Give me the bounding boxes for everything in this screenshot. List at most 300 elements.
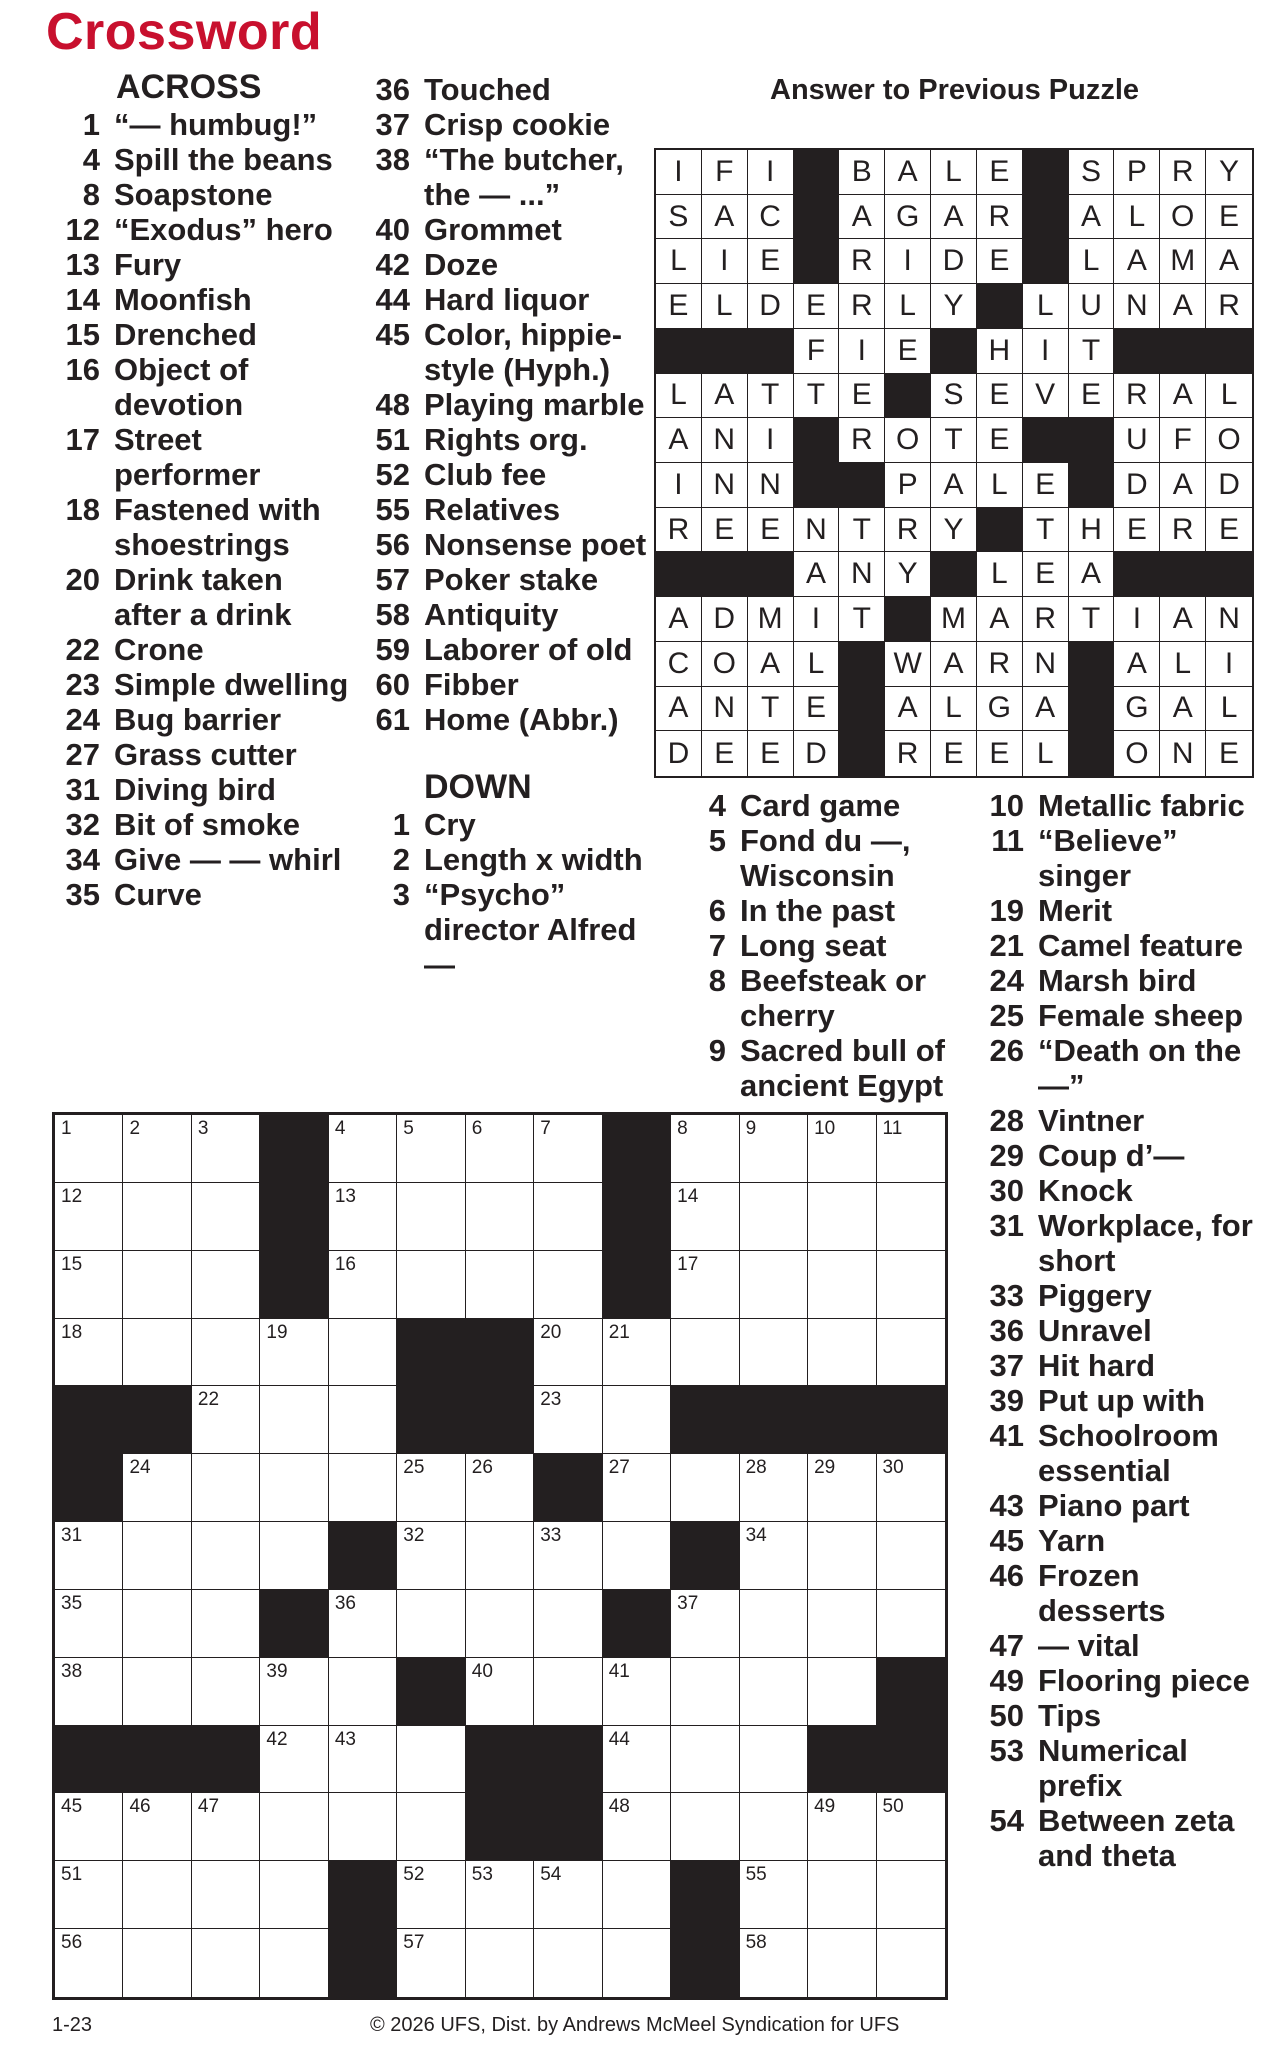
cell-number: 1	[61, 1118, 72, 1139]
answer-letter: N	[702, 687, 748, 732]
answer-letter: A	[931, 195, 977, 240]
clue-number: 49	[989, 1663, 1024, 1698]
clue-text: “Believe” singer	[1038, 823, 1178, 893]
puzzle-cell[interactable]	[397, 1522, 465, 1590]
puzzle-cell[interactable]	[260, 1929, 328, 1997]
puzzle-cell[interactable]	[123, 1929, 191, 1997]
clue	[50, 317, 350, 352]
puzzle-cell[interactable]	[397, 1793, 465, 1861]
clue	[976, 823, 1266, 893]
clue-text: Length x width	[424, 842, 643, 877]
puzzle-cell[interactable]	[808, 1251, 876, 1319]
puzzle-cell[interactable]	[260, 1726, 328, 1794]
puzzle-cell[interactable]	[877, 1183, 945, 1251]
puzzle-cell[interactable]	[603, 1522, 671, 1590]
puzzle-cell[interactable]	[466, 1658, 534, 1726]
answer-letter: L	[1114, 195, 1160, 240]
answer-letter: L	[931, 687, 977, 732]
puzzle-black-square	[877, 1658, 945, 1726]
puzzle-cell[interactable]	[877, 1590, 945, 1658]
puzzle-cell[interactable]	[329, 1115, 397, 1183]
answer-letter: A	[1114, 642, 1160, 687]
answer-black-square	[656, 329, 702, 374]
puzzle-cell[interactable]	[192, 1929, 260, 1997]
clue-text: Card game	[740, 788, 901, 823]
clue-number: 56	[375, 527, 410, 562]
puzzle-cell[interactable]	[397, 1115, 465, 1183]
clue-number: 11	[991, 823, 1024, 858]
puzzle-black-square	[466, 1726, 534, 1794]
answer-letter: A	[1160, 463, 1206, 508]
puzzle-cell[interactable]	[740, 1793, 808, 1861]
clue-number: 38	[375, 142, 410, 177]
puzzle-cell[interactable]	[808, 1319, 876, 1387]
cell-number: 54	[540, 1864, 562, 1886]
puzzle-cell[interactable]	[192, 1319, 260, 1387]
puzzle-cell[interactable]	[192, 1251, 260, 1319]
puzzle-cell[interactable]	[55, 1319, 123, 1387]
clue-number: 41	[989, 1418, 1024, 1453]
puzzle-cell[interactable]	[55, 1251, 123, 1319]
puzzle-black-square	[397, 1658, 465, 1726]
clue	[976, 928, 1266, 963]
puzzle-cell[interactable]	[123, 1454, 191, 1522]
clue-text: “The butcher, the — ...”	[424, 142, 624, 212]
puzzle-cell[interactable]	[329, 1590, 397, 1658]
puzzle-black-square	[808, 1386, 876, 1454]
answer-letter: Y	[931, 508, 977, 553]
clue-number: 34	[65, 842, 100, 877]
answer-letter: A	[885, 687, 931, 732]
clue	[976, 788, 1266, 823]
clue-number: 10	[989, 788, 1024, 823]
puzzle-cell[interactable]	[877, 1251, 945, 1319]
answer-title: Answer to Previous Puzzle	[770, 74, 1140, 106]
puzzle-cell[interactable]	[329, 1386, 397, 1454]
puzzle-cell[interactable]	[603, 1929, 671, 1997]
puzzle-cell[interactable]	[260, 1793, 328, 1861]
puzzle-cell[interactable]	[877, 1454, 945, 1522]
clue-text: Bug barrier	[114, 702, 282, 737]
puzzle-cell[interactable]	[603, 1386, 671, 1454]
clue-number: 54	[989, 1803, 1024, 1838]
clue	[976, 1663, 1266, 1698]
puzzle-cell[interactable]	[55, 1183, 123, 1251]
puzzle-cell[interactable]	[671, 1590, 739, 1658]
clue-text: Between zeta and theta	[1038, 1803, 1235, 1873]
puzzle-cell[interactable]	[671, 1793, 739, 1861]
puzzle-cell[interactable]	[260, 1522, 328, 1590]
clue-number: 35	[65, 877, 100, 912]
clue	[356, 597, 656, 632]
clue-text: Nonsense poet	[424, 527, 647, 562]
puzzle-cell[interactable]	[671, 1183, 739, 1251]
answer-black-square	[656, 552, 702, 597]
answer-letter: A	[1160, 374, 1206, 419]
puzzle-cell[interactable]	[466, 1929, 534, 1997]
puzzle-cell[interactable]	[671, 1115, 739, 1183]
clue-number: 9	[708, 1033, 726, 1068]
clue-text: Grass cutter	[114, 737, 297, 772]
cell-number: 39	[266, 1660, 288, 1682]
puzzle-cell[interactable]	[466, 1861, 534, 1929]
clue-number: 50	[989, 1698, 1024, 1733]
puzzle-grid	[52, 1112, 948, 2000]
clue	[50, 667, 350, 702]
puzzle-cell[interactable]	[397, 1590, 465, 1658]
puzzle-cell[interactable]	[534, 1522, 602, 1590]
puzzle-black-square	[329, 1861, 397, 1929]
answer-letter: E	[977, 418, 1023, 463]
puzzle-cell[interactable]	[740, 1861, 808, 1929]
answer-letter: L	[1069, 239, 1115, 284]
answer-letter: L	[885, 284, 931, 329]
answer-black-square	[748, 552, 794, 597]
puzzle-cell[interactable]	[329, 1454, 397, 1522]
answer-letter: M	[931, 597, 977, 642]
clue	[688, 823, 978, 893]
answer-letter: T	[839, 597, 885, 642]
cell-number: 9	[745, 1118, 757, 1139]
answer-letter: E	[885, 329, 931, 374]
clue	[976, 1488, 1266, 1523]
answer-black-square	[1023, 195, 1069, 240]
puzzle-cell[interactable]	[192, 1522, 260, 1590]
puzzle-cell[interactable]	[671, 1319, 739, 1387]
answer-letter: Y	[1206, 150, 1252, 195]
puzzle-cell[interactable]	[740, 1115, 808, 1183]
puzzle-cell[interactable]	[534, 1319, 602, 1387]
clue-number: 13	[65, 247, 100, 282]
clue-text: Cry	[424, 807, 476, 842]
clue	[356, 667, 656, 702]
puzzle-cell[interactable]	[397, 1726, 465, 1794]
puzzle-cell[interactable]	[192, 1590, 260, 1658]
answer-letter: Y	[931, 284, 977, 329]
answer-letter: R	[1160, 508, 1206, 553]
clue-number: 37	[375, 107, 410, 142]
puzzle-cell[interactable]	[192, 1658, 260, 1726]
puzzle-cell[interactable]	[329, 1319, 397, 1387]
puzzle-cell[interactable]	[192, 1183, 260, 1251]
puzzle-cell[interactable]	[534, 1251, 602, 1319]
across-clues-continued-column	[356, 72, 656, 982]
clue	[356, 247, 656, 282]
puzzle-cell[interactable]	[329, 1183, 397, 1251]
answer-letter: L	[656, 374, 702, 419]
answer-letter: A	[656, 418, 702, 463]
puzzle-cell[interactable]	[603, 1658, 671, 1726]
puzzle-cell[interactable]	[55, 1793, 123, 1861]
clue	[356, 317, 656, 387]
puzzle-cell[interactable]	[740, 1454, 808, 1522]
puzzle-cell[interactable]	[740, 1251, 808, 1319]
puzzle-cell[interactable]	[329, 1726, 397, 1794]
clue-text: Drink taken after a drink	[114, 562, 292, 632]
puzzle-cell[interactable]	[192, 1386, 260, 1454]
clue	[50, 842, 350, 877]
puzzle-cell[interactable]	[877, 1793, 945, 1861]
cell-number: 50	[882, 1796, 904, 1818]
puzzle-cell[interactable]	[466, 1590, 534, 1658]
clue	[356, 562, 656, 597]
clue-text: Doze	[424, 247, 499, 282]
clue	[50, 352, 350, 422]
answer-letter: A	[1160, 597, 1206, 642]
puzzle-black-square	[329, 1929, 397, 1997]
clue	[50, 737, 350, 772]
answer-black-square	[794, 463, 840, 508]
answer-letter: A	[977, 597, 1023, 642]
answer-letter: L	[977, 552, 1023, 597]
clue	[50, 422, 350, 492]
puzzle-cell[interactable]	[55, 1522, 123, 1590]
puzzle-cell[interactable]	[466, 1183, 534, 1251]
clue-text: Flooring piece	[1038, 1663, 1250, 1698]
answer-letter: F	[1160, 418, 1206, 463]
puzzle-cell[interactable]	[808, 1929, 876, 1997]
clue-number: 3	[392, 877, 410, 912]
puzzle-cell[interactable]	[260, 1861, 328, 1929]
answer-letter: L	[656, 239, 702, 284]
puzzle-cell[interactable]	[740, 1929, 808, 1997]
puzzle-cell[interactable]	[329, 1793, 397, 1861]
puzzle-cell[interactable]	[397, 1183, 465, 1251]
puzzle-cell[interactable]	[603, 1793, 671, 1861]
puzzle-cell[interactable]	[534, 1183, 602, 1251]
answer-letter: O	[702, 642, 748, 687]
cell-number: 57	[403, 1932, 425, 1954]
answer-letter: I	[748, 150, 794, 195]
clue-text: Bit of smoke	[114, 807, 301, 842]
answer-letter: R	[1160, 150, 1206, 195]
puzzle-cell[interactable]	[192, 1454, 260, 1522]
answer-letter: L	[702, 284, 748, 329]
puzzle-cell[interactable]	[534, 1115, 602, 1183]
cell-number: 27	[608, 1457, 630, 1479]
clue-text: “Psycho” director Alfred —	[424, 877, 637, 982]
puzzle-cell[interactable]	[808, 1183, 876, 1251]
puzzle-cell[interactable]	[260, 1658, 328, 1726]
clue	[356, 527, 656, 562]
cell-number: 6	[471, 1118, 483, 1139]
puzzle-cell[interactable]	[260, 1386, 328, 1454]
answer-letter: L	[1023, 731, 1069, 776]
answer-letter: E	[794, 687, 840, 732]
clue	[50, 492, 350, 562]
puzzle-cell[interactable]	[397, 1251, 465, 1319]
answer-black-square	[931, 329, 977, 374]
puzzle-cell[interactable]	[55, 1590, 123, 1658]
puzzle-cell[interactable]	[671, 1454, 739, 1522]
puzzle-cell[interactable]	[466, 1115, 534, 1183]
answer-letter: E	[977, 239, 1023, 284]
cell-number: 8	[677, 1118, 688, 1139]
cell-number: 23	[540, 1389, 562, 1411]
puzzle-cell[interactable]	[192, 1861, 260, 1929]
puzzle-cell[interactable]	[192, 1115, 260, 1183]
puzzle-cell[interactable]	[329, 1251, 397, 1319]
answer-letter: E	[839, 374, 885, 419]
clue	[50, 877, 350, 912]
clue-text: Club fee	[424, 457, 547, 492]
answer-letter: E	[748, 508, 794, 553]
puzzle-black-square	[877, 1726, 945, 1794]
puzzle-cell[interactable]	[192, 1793, 260, 1861]
clue-number: 36	[989, 1313, 1024, 1348]
puzzle-cell[interactable]	[740, 1522, 808, 1590]
clue-text: Sacred bull of ancient Egypt	[740, 1033, 945, 1103]
clue	[50, 632, 350, 667]
cell-number: 17	[677, 1253, 699, 1275]
clue-text: Fibber	[424, 667, 519, 702]
puzzle-cell[interactable]	[603, 1454, 671, 1522]
answer-letter: D	[702, 597, 748, 642]
puzzle-cell[interactable]	[397, 1454, 465, 1522]
puzzle-cell[interactable]	[123, 1861, 191, 1929]
cell-number: 42	[266, 1728, 288, 1750]
puzzle-cell[interactable]	[603, 1319, 671, 1387]
cell-number: 56	[61, 1932, 83, 1954]
puzzle-cell[interactable]	[740, 1658, 808, 1726]
answer-letter: G	[885, 195, 931, 240]
clue-text: Moonfish	[114, 282, 252, 317]
cell-number: 12	[61, 1185, 83, 1207]
puzzle-cell[interactable]	[534, 1386, 602, 1454]
cell-number: 5	[403, 1118, 414, 1139]
puzzle-black-square	[55, 1386, 123, 1454]
clue-text: Frozen desserts	[1038, 1558, 1166, 1628]
cell-number: 25	[403, 1457, 425, 1479]
puzzle-cell[interactable]	[397, 1861, 465, 1929]
puzzle-cell[interactable]	[671, 1658, 739, 1726]
clue-text: Playing marble	[424, 387, 645, 422]
answer-letter: R	[885, 508, 931, 553]
clue-number: 57	[375, 562, 410, 597]
puzzle-cell[interactable]	[123, 1115, 191, 1183]
puzzle-cell[interactable]	[534, 1590, 602, 1658]
clue	[688, 963, 978, 1033]
answer-black-square	[931, 552, 977, 597]
puzzle-cell[interactable]	[808, 1861, 876, 1929]
clue	[356, 877, 656, 982]
clue-text: Laborer of old	[424, 632, 633, 667]
puzzle-cell[interactable]	[55, 1658, 123, 1726]
puzzle-cell[interactable]	[808, 1522, 876, 1590]
answer-letter: A	[656, 597, 702, 642]
answer-letter: P	[1114, 150, 1160, 195]
puzzle-cell[interactable]	[466, 1454, 534, 1522]
puzzle-cell[interactable]	[877, 1522, 945, 1590]
clue-number: 45	[375, 317, 410, 352]
clue-number: 42	[375, 247, 410, 282]
clue-number: 32	[65, 807, 100, 842]
puzzle-cell[interactable]	[55, 1929, 123, 1997]
cell-number: 19	[266, 1321, 288, 1343]
cell-number: 31	[61, 1525, 83, 1547]
puzzle-cell[interactable]	[740, 1319, 808, 1387]
clue-text: Crone	[114, 632, 204, 667]
puzzle-cell[interactable]	[603, 1726, 671, 1794]
puzzle-cell[interactable]	[55, 1115, 123, 1183]
puzzle-cell[interactable]	[808, 1115, 876, 1183]
puzzle-cell[interactable]	[740, 1590, 808, 1658]
puzzle-cell[interactable]	[123, 1590, 191, 1658]
answer-black-square	[794, 239, 840, 284]
answer-black-square	[1160, 552, 1206, 597]
puzzle-cell[interactable]	[123, 1251, 191, 1319]
cell-number: 10	[814, 1118, 836, 1139]
cell-number: 35	[61, 1592, 83, 1614]
clue-number: 8	[82, 177, 100, 212]
puzzle-cell[interactable]	[123, 1522, 191, 1590]
puzzle-cell[interactable]	[55, 1861, 123, 1929]
puzzle-cell[interactable]	[671, 1726, 739, 1794]
clue	[688, 788, 978, 823]
puzzle-cell[interactable]	[671, 1251, 739, 1319]
puzzle-black-square	[671, 1386, 739, 1454]
page-title: Crossword	[46, 3, 323, 61]
puzzle-cell[interactable]	[808, 1793, 876, 1861]
puzzle-cell[interactable]	[123, 1658, 191, 1726]
puzzle-cell[interactable]	[877, 1929, 945, 1997]
clue	[976, 1698, 1266, 1733]
puzzle-cell[interactable]	[123, 1319, 191, 1387]
answer-letter: N	[748, 463, 794, 508]
clue-number: 4	[82, 142, 100, 177]
clue	[976, 1033, 1266, 1103]
clue	[688, 928, 978, 963]
puzzle-cell[interactable]	[808, 1658, 876, 1726]
puzzle-cell[interactable]	[123, 1183, 191, 1251]
puzzle-cell[interactable]	[260, 1319, 328, 1387]
puzzle-cell[interactable]	[808, 1454, 876, 1522]
cell-number: 29	[814, 1457, 836, 1479]
clue	[356, 492, 656, 527]
puzzle-cell[interactable]	[534, 1929, 602, 1997]
answer-letter: I	[839, 329, 885, 374]
clue-text: “— humbug!”	[114, 107, 318, 142]
puzzle-cell[interactable]	[466, 1251, 534, 1319]
answer-letter: A	[748, 642, 794, 687]
puzzle-cell[interactable]	[808, 1590, 876, 1658]
puzzle-cell[interactable]	[603, 1861, 671, 1929]
puzzle-cell[interactable]	[260, 1454, 328, 1522]
puzzle-cell[interactable]	[740, 1183, 808, 1251]
down-clues-column	[688, 788, 978, 1103]
clue-number: 48	[375, 387, 410, 422]
puzzle-cell[interactable]	[123, 1793, 191, 1861]
puzzle-cell[interactable]	[329, 1658, 397, 1726]
puzzle-cell[interactable]	[534, 1861, 602, 1929]
puzzle-cell[interactable]	[877, 1319, 945, 1387]
answer-letter: A	[1206, 239, 1252, 284]
answer-letter: R	[1206, 284, 1252, 329]
answer-letter: G	[1114, 687, 1160, 732]
answer-letter: R	[1023, 597, 1069, 642]
puzzle-cell[interactable]	[397, 1929, 465, 1997]
clue-number: 27	[65, 737, 100, 772]
puzzle-cell[interactable]	[466, 1522, 534, 1590]
puzzle-cell[interactable]	[740, 1726, 808, 1794]
answer-grid	[654, 148, 1254, 778]
answer-letter: R	[885, 731, 931, 776]
clue-text: Workplace, for short	[1038, 1208, 1253, 1278]
puzzle-cell[interactable]	[534, 1658, 602, 1726]
cell-number: 24	[129, 1457, 151, 1479]
puzzle-cell[interactable]	[877, 1115, 945, 1183]
puzzle-cell[interactable]	[877, 1861, 945, 1929]
